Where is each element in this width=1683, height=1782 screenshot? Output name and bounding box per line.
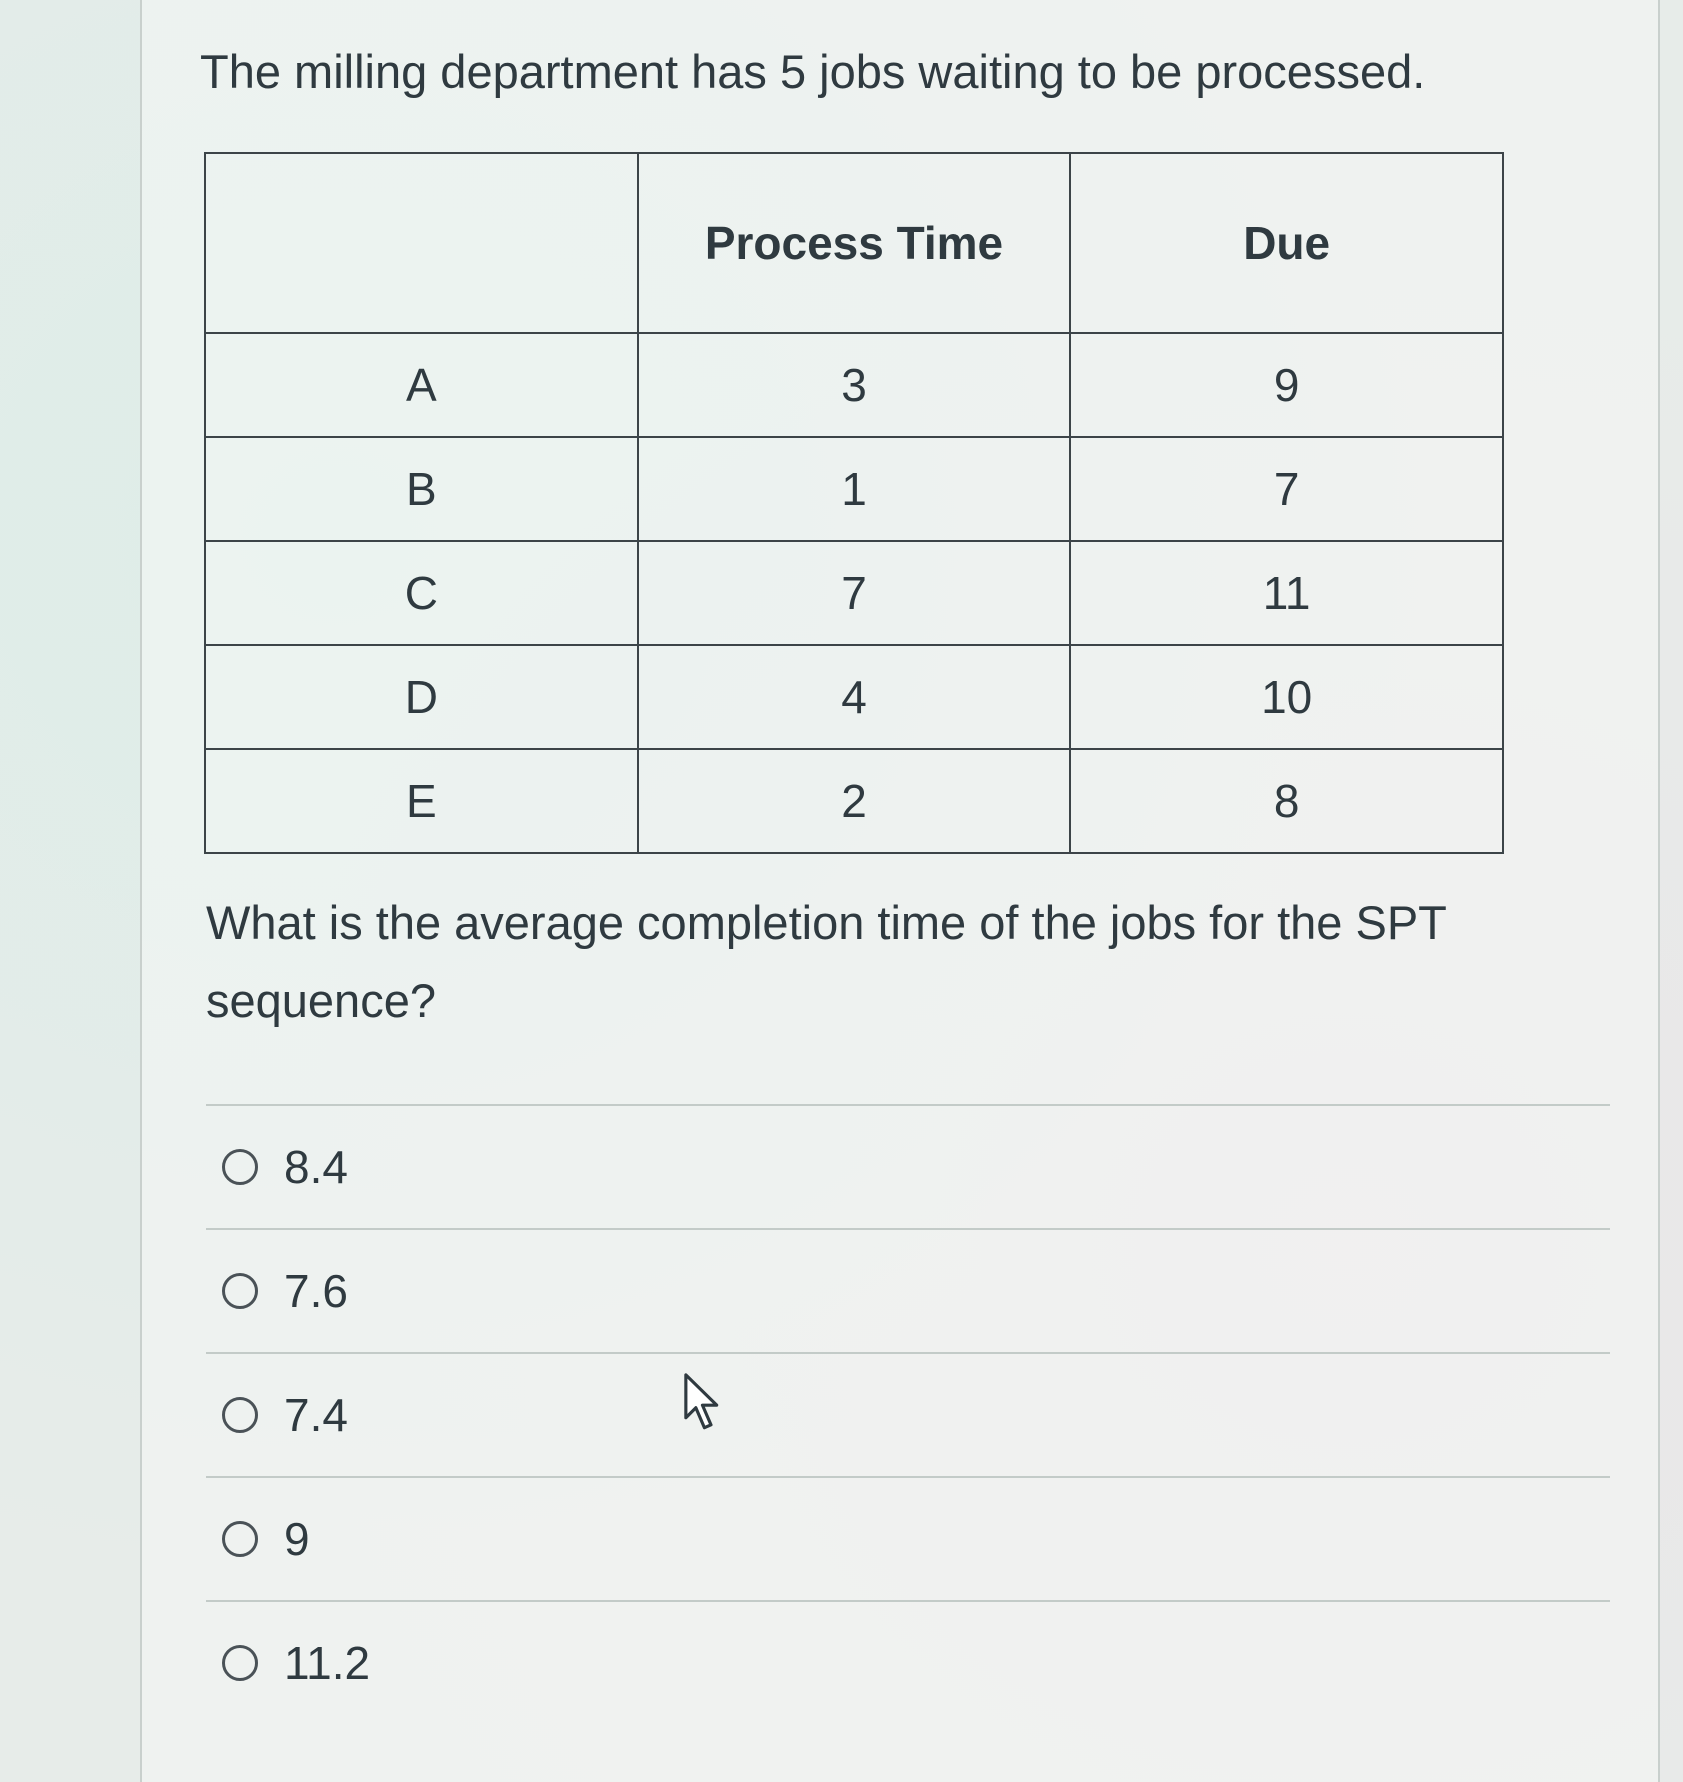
process-time-cell: 1	[638, 437, 1071, 541]
question-intro: The milling department has 5 jobs waiting to be processed.	[200, 45, 1426, 98]
radio-button-icon[interactable]	[222, 1645, 258, 1681]
table-header-row	[205, 153, 1503, 333]
answer-label: 9	[284, 1513, 310, 1565]
answer-options	[206, 1104, 1610, 1724]
header-due: Due	[1070, 153, 1503, 333]
mouse-pointer-icon	[682, 1372, 724, 1432]
table-row	[205, 333, 1503, 437]
radio-button-icon[interactable]	[222, 1397, 258, 1433]
job-cell: E	[205, 749, 638, 853]
table-row	[205, 541, 1503, 645]
due-cell: 7	[1070, 437, 1503, 541]
radio-button-icon[interactable]	[222, 1149, 258, 1185]
table-row	[205, 645, 1503, 749]
answer-label: 7.6	[284, 1265, 348, 1317]
answer-label: 8.4	[284, 1141, 348, 1193]
answer-option[interactable]	[206, 1354, 1610, 1476]
due-cell: 11	[1070, 541, 1503, 645]
answer-option[interactable]	[206, 1230, 1610, 1352]
jobs-table	[204, 152, 1504, 854]
process-time-cell: 2	[638, 749, 1071, 853]
answer-option[interactable]	[206, 1478, 1610, 1600]
job-cell: C	[205, 541, 638, 645]
process-time-cell: 7	[638, 541, 1071, 645]
answer-option[interactable]	[206, 1602, 1610, 1724]
answer-label: 11.2	[284, 1637, 371, 1689]
job-cell: B	[205, 437, 638, 541]
header-job	[205, 153, 638, 333]
process-time-cell: 3	[638, 333, 1071, 437]
radio-button-icon[interactable]	[222, 1273, 258, 1309]
radio-button-icon[interactable]	[222, 1521, 258, 1557]
process-time-cell: 4	[638, 645, 1071, 749]
job-cell: A	[205, 333, 638, 437]
job-cell: D	[205, 645, 638, 749]
due-cell: 10	[1070, 645, 1503, 749]
table-row	[205, 749, 1503, 853]
header-process-time: Process Time	[638, 153, 1071, 333]
question-text: What is the average completion time of the jobs for the SPT sequence?	[206, 896, 1447, 1027]
table-row	[205, 437, 1503, 541]
answer-option[interactable]	[206, 1106, 1610, 1228]
answer-label: 7.4	[284, 1389, 348, 1441]
due-cell: 8	[1070, 749, 1503, 853]
due-cell: 9	[1070, 333, 1503, 437]
